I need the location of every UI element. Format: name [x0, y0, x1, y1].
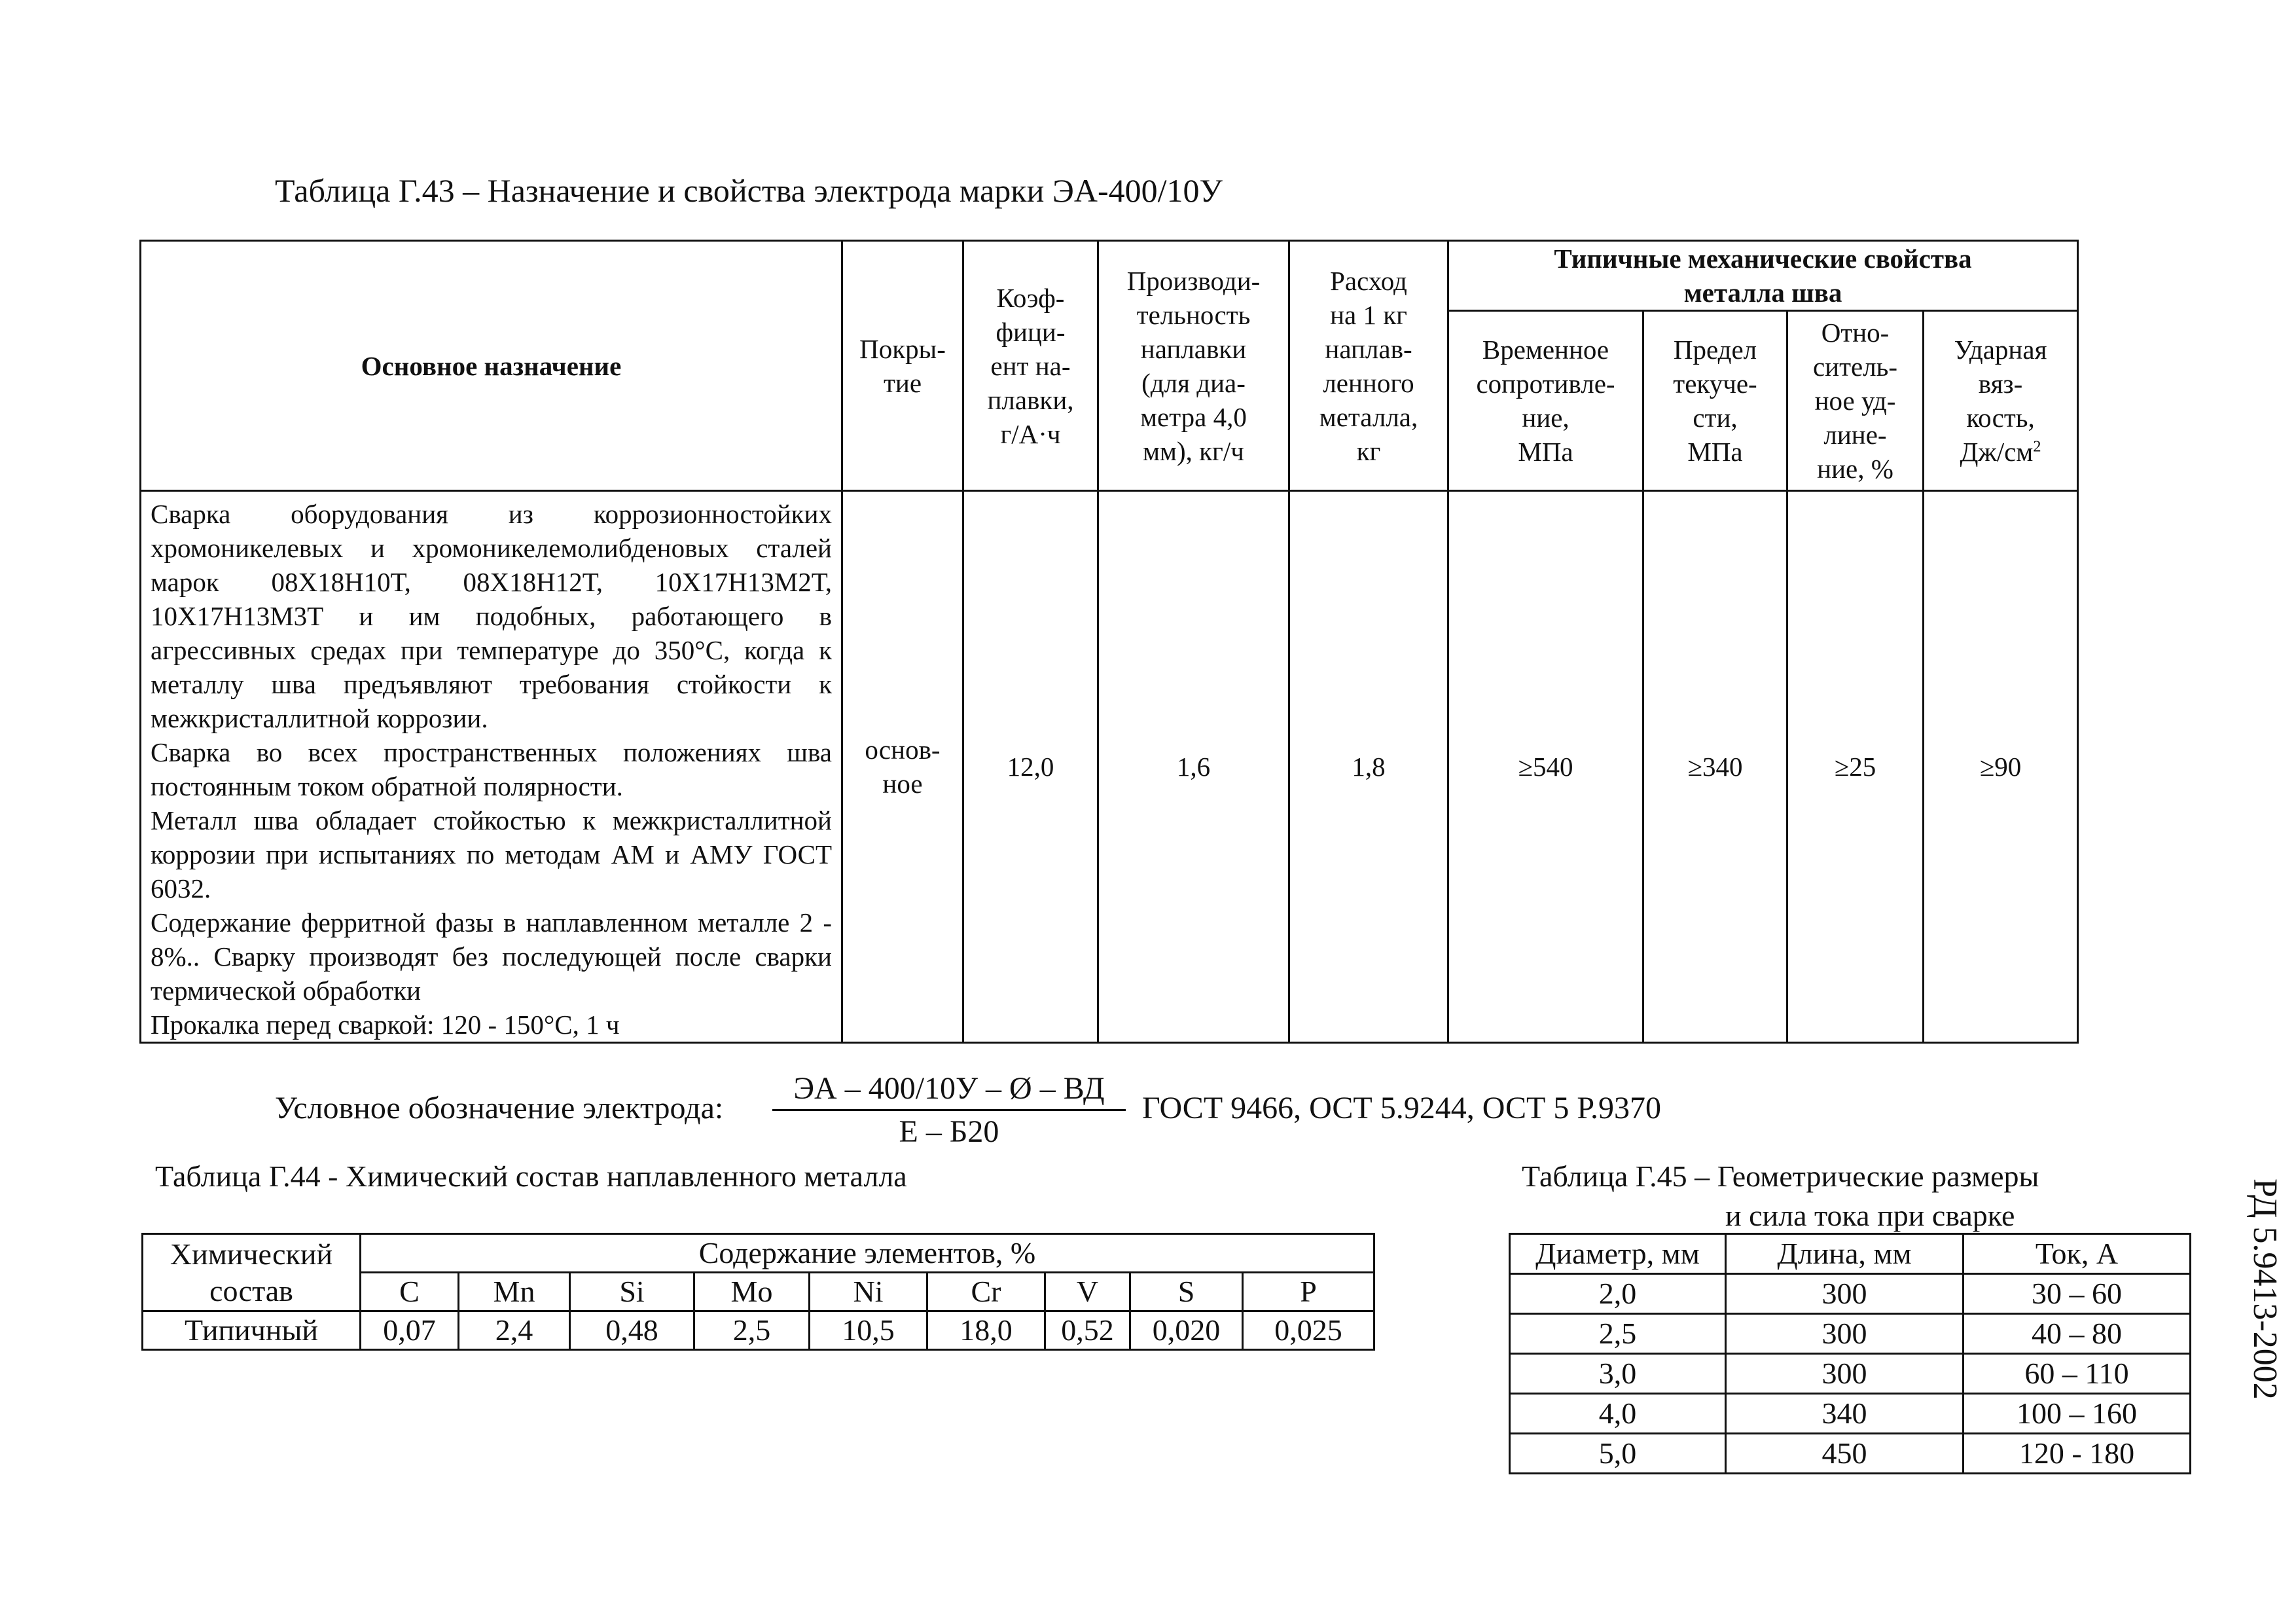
table-43-title: Таблица Г.43 – Назначение и свойства электрода марки ЭА-400/10У: [275, 172, 1223, 209]
purpose-paragraph: Сварка оборудования из коррозионностойких хромоникелевых и хромоникелемолибденовых сталей марок 08Х18Н10Т, 08Х18Н12Т, 10Х17Н13М2Т, 10Х17Н13М3Т и им подобных, работающего в агрессивных средах при температуре до 350°С, когда к металлу шва предъявляют требования стойкости к межкристаллитной коррозии.: [151, 499, 832, 733]
table-row: [1510, 1274, 2191, 1314]
header-current: Ток, А: [1964, 1234, 2191, 1274]
cell-diameter: 2,0: [1510, 1274, 1726, 1314]
header-chemical-composition: Химический состав: [143, 1234, 361, 1311]
header-length: Длина, мм: [1726, 1234, 1964, 1274]
table-44: [141, 1233, 1375, 1351]
purpose-paragraph: Металл шва обладает стойкостью к межкристаллитной коррозии при испытаниях по методам АМ и АМУ ГОСТ 6032.: [151, 805, 832, 903]
table-45: [1509, 1233, 2191, 1474]
designation-numerator: ЭА – 400/10У – Ø – ВД: [772, 1070, 1126, 1111]
element-value: 2,4: [459, 1311, 570, 1350]
value-impact: ≥90: [1924, 491, 2078, 1043]
table-43: [139, 240, 2079, 1044]
value-consumption: 1,8: [1289, 491, 1448, 1043]
cell-current: 40 – 80: [1964, 1314, 2191, 1354]
element-value: 0,52: [1045, 1311, 1130, 1350]
row-label-typical: Типичный: [143, 1311, 361, 1350]
header-diameter: Диаметр, мм: [1510, 1234, 1726, 1274]
cell-length: 300: [1726, 1314, 1964, 1354]
cell-current: 30 – 60: [1964, 1274, 2191, 1314]
header-consumption: Расход на 1 кг наплав- ленного металла, кг: [1289, 241, 1448, 491]
value-tensile: ≥540: [1448, 491, 1643, 1043]
cell-current: 60 – 110: [1964, 1354, 2191, 1394]
header-elongation: Отно- ситель- ное уд- лине- ние, %: [1787, 311, 1924, 491]
cell-length: 340: [1726, 1394, 1964, 1434]
value-coating: основ- ное: [842, 491, 963, 1043]
cell-length: 300: [1726, 1354, 1964, 1394]
element-symbol: V: [1045, 1273, 1130, 1311]
header-productivity: Производи- тельность наплавки (для диа- метра 4,0 мм), кг/ч: [1098, 241, 1289, 491]
purpose-paragraph: Содержание ферритной фазы в наплавленном металле 2 - 8%.. Сварку производят без последующей после сварки термической обработки: [151, 907, 832, 1006]
table-row: [1510, 1354, 2191, 1394]
side-document-code-text: РД 5.9413-2002: [2246, 1178, 2284, 1400]
element-value: 2,5: [694, 1311, 810, 1350]
element-value: 0,07: [361, 1311, 459, 1350]
header-coating: Покры- тие: [842, 241, 963, 491]
element-symbol: Si: [570, 1273, 694, 1311]
element-value: 0,020: [1130, 1311, 1243, 1350]
element-value: 18,0: [927, 1311, 1045, 1350]
value-elongation: ≥25: [1787, 491, 1924, 1043]
header-purpose: Основное назначение: [141, 241, 842, 491]
header-mech-group: Типичные механические свойства металла шва: [1448, 241, 2078, 311]
element-value: 0,025: [1243, 1311, 1374, 1350]
cell-length: 450: [1726, 1434, 1964, 1474]
header-impact: Ударная вяз- кость, $Дж/см^2$: [1924, 311, 2078, 491]
purpose-description: [141, 491, 842, 1043]
designation-fraction: [772, 1070, 1126, 1150]
value-coef: 12,0: [963, 491, 1098, 1043]
table-44-title: Таблица Г.44 - Химический состав наплавленного металла: [155, 1159, 907, 1193]
element-symbol: Cr: [927, 1273, 1045, 1311]
header-element-content: Содержание элементов, %: [361, 1234, 1374, 1273]
header-coef: Коэф- фици- ент на- плавки, г/А·ч: [963, 241, 1098, 491]
table-row: [1510, 1434, 2191, 1474]
cell-diameter: 2,5: [1510, 1314, 1726, 1354]
element-symbol: Ni: [810, 1273, 927, 1311]
purpose-paragraph: Сварка во всех пространственных положениях шва постоянным током обратной полярности.: [151, 737, 832, 801]
cell-current: 100 – 160: [1964, 1394, 2191, 1434]
table-45-title-line2: и сила тока при сварке: [1725, 1199, 2015, 1232]
cell-diameter: 5,0: [1510, 1434, 1726, 1474]
designation-label: Условное обозначение электрода:: [275, 1091, 724, 1125]
table-row: [1510, 1394, 2191, 1434]
table-row: [1510, 1314, 2191, 1354]
element-value: 10,5: [810, 1311, 927, 1350]
table-45-title: Таблица Г.45 – Геометрические размеры: [1522, 1159, 2039, 1193]
side-document-code: [2248, 1178, 2287, 1545]
cell-current: 120 - 180: [1964, 1434, 2191, 1474]
cell-length: 300: [1726, 1274, 1964, 1314]
header-yield: Предел текуче- сти, МПа: [1643, 311, 1787, 491]
value-productivity: 1,6: [1098, 491, 1289, 1043]
value-yield: ≥340: [1643, 491, 1787, 1043]
header-tensile: Временное сопротивле- ние, МПа: [1448, 311, 1643, 491]
purpose-paragraph: Прокалка перед сваркой: 120 - 150°С, 1 ч: [151, 1010, 620, 1040]
cell-diameter: 3,0: [1510, 1354, 1726, 1394]
designation-standards: ГОСТ 9466, ОСТ 5.9244, ОСТ 5 Р.9370: [1142, 1091, 1662, 1125]
cell-diameter: 4,0: [1510, 1394, 1726, 1434]
element-symbol: P: [1243, 1273, 1374, 1311]
element-symbol: C: [361, 1273, 459, 1311]
designation-denominator: Е – Б20: [899, 1114, 999, 1149]
element-symbol: S: [1130, 1273, 1243, 1311]
element-symbol: Mn: [459, 1273, 570, 1311]
element-symbol: Mo: [694, 1273, 810, 1311]
element-value: 0,48: [570, 1311, 694, 1350]
